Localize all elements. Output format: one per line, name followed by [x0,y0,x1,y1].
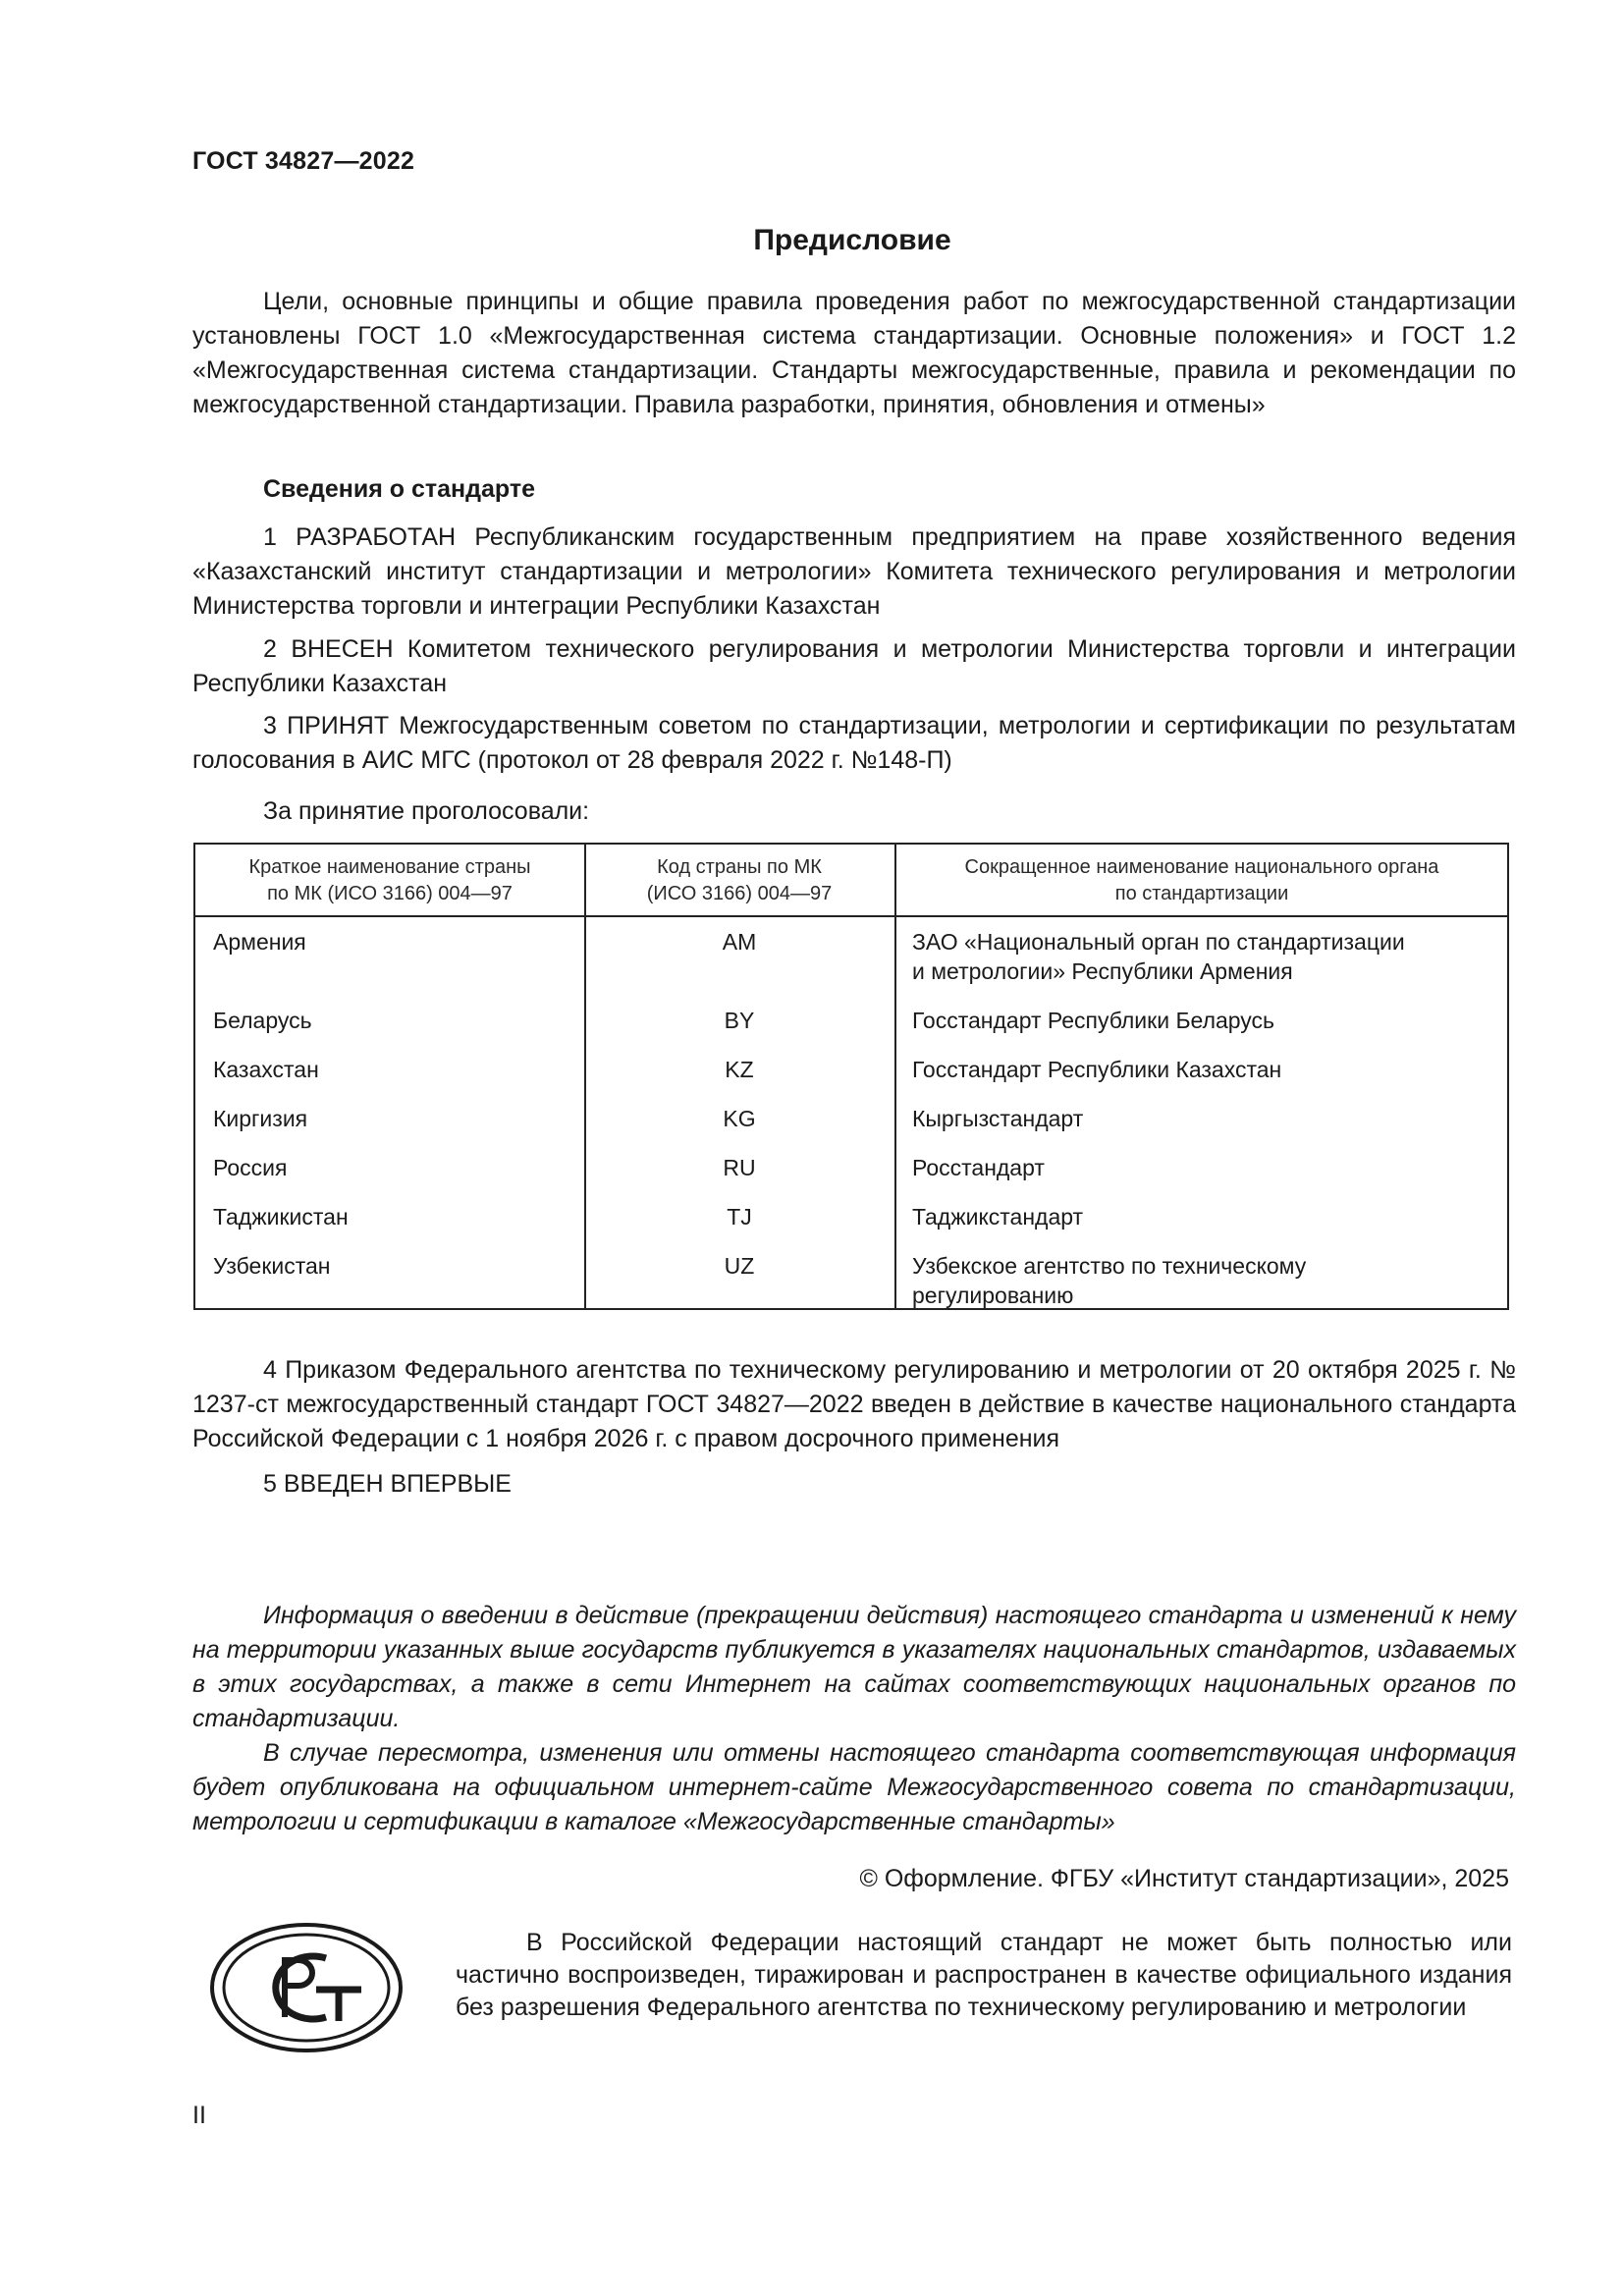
voting-table [193,843,1509,1310]
table-cell-country: Казахстан [213,1057,319,1082]
standard-code: ГОСТ 34827—2022 [192,147,415,175]
table-cell-code: RU [723,1155,756,1180]
table-cell-country: Беларусь [213,1008,312,1033]
table-header-body: Сокращенное наименование национального органа по стандартизации [964,856,1439,904]
table-header-country: Краткое наименование страны по МК (ИСО 3166) 004—97 [248,856,531,904]
copyright: © Оформление. ФГБУ «Институт стандартизации», 2025 [859,1865,1509,1892]
page-title: Предисловие [753,224,951,256]
item-3: 3 ПРИНЯТ Межгосударственным советом по стандартизации, метрологии и сертификации по результатам голосования в АИС МГС (протокол от 28 февраля 2022 г. №148-П) [192,712,1516,774]
table-cell-code: UZ [724,1253,755,1279]
table-cell-body: Росстандарт [912,1155,1045,1180]
item-5: 5 ВВЕДЕН ВПЕРВЫЕ [263,1470,512,1498]
table-cell-body: Кыргызстандарт [912,1106,1084,1131]
table-cell-code: AM [722,929,757,955]
table-cell-code: KZ [725,1057,754,1082]
table-cell-code: TJ [727,1204,752,1230]
table-cell-country: Киргизия [213,1106,308,1131]
table-header-code: Код страны по МК (ИСО 3166) 004—97 [646,856,833,904]
table-cell-body: Узбекское агентство по техническому регулированию [912,1253,1307,1308]
info-heading: Сведения о стандарте [263,475,536,503]
rst-certification-mark-icon [208,1919,405,2056]
table-header-divider [195,915,1507,917]
table-cell-body: Таджикстандарт [912,1204,1084,1230]
table-cell-country: Узбекистан [213,1253,331,1279]
table-divider [894,845,896,1308]
table-cell-code: KG [723,1106,756,1131]
table-cell-body: ЗАО «Национальный орган по стандартизации и метрологии» Республики Армения [912,929,1405,984]
vote-label: За принятие проголосовали: [263,797,590,825]
table-cell-code: BY [724,1008,755,1033]
item-2: 2 ВНЕСЕН Комитетом технического регулирования и метрологии Министерства торговли и интеграции Республики Казахстан [192,635,1516,697]
reproduction-notice: В Российской Федерации настоящий стандарт не может быть полностью или частично воспроизведен, тиражирован и распространен в качестве официального издания без разрешения Федерального агентства по техническому регулированию и метрологии [456,1929,1512,2021]
item-4: 4 Приказом Федерального агентства по техническому регулированию и метрологии от 20 октября 2025 г. № 1237-ст межгосударственный стандарт ГОСТ 34827—2022 введен в действие в качестве национального стандарта Российской Федерации с 1 ноября 2026 г. с правом досрочного применения [192,1356,1516,1452]
item-1: 1 РАЗРАБОТАН Республиканским государственным предприятием на праве хозяйственного ведения «Казахстанский институт стандартизации и метрологии» Комитета технического регулирования и метрологии Министерства торговли и интеграции Республики Казахстан [192,523,1516,620]
table-cell-country: Россия [213,1155,288,1180]
note-revision: В случае пересмотра, изменения или отмены настоящего стандарта соответствующая информация будет опубликована на официальном интернет-сайте Межгосударственного совета по стандартизации, метрологии и сертификации в каталоге «Межгосударственные стандарты» [192,1739,1516,1835]
table-cell-country: Таджикистан [213,1204,349,1230]
table-cell-country: Армения [213,929,306,955]
table-cell-body: Госстандарт Республики Беларусь [912,1008,1275,1033]
page-number: II [192,2102,206,2129]
table-cell-body: Госстандарт Республики Казахстан [912,1057,1282,1082]
note-info: Информация о введении в действие (прекращении действия) настоящего стандарта и изменений к нему на территории указанных выше государств публикуется в указателях национальных стандартов, издаваемых в этих государствах, а также в сети Интернет на сайтах соответствующих национальных органов по стандартизации. [192,1602,1516,1732]
intro-paragraph: Цели, основные принципы и общие правила проведения работ по межгосударственной стандартизации установлены ГОСТ 1.0 «Межгосударственная система стандартизации. Основные положения» и ГОСТ 1.2 «Межгосударственная система стандартизации. Стандарты межгосударственные, правила и рекомендации по межгосударственной стандартизации. Правила разработки, принятия, обновления и отмены» [192,288,1516,418]
